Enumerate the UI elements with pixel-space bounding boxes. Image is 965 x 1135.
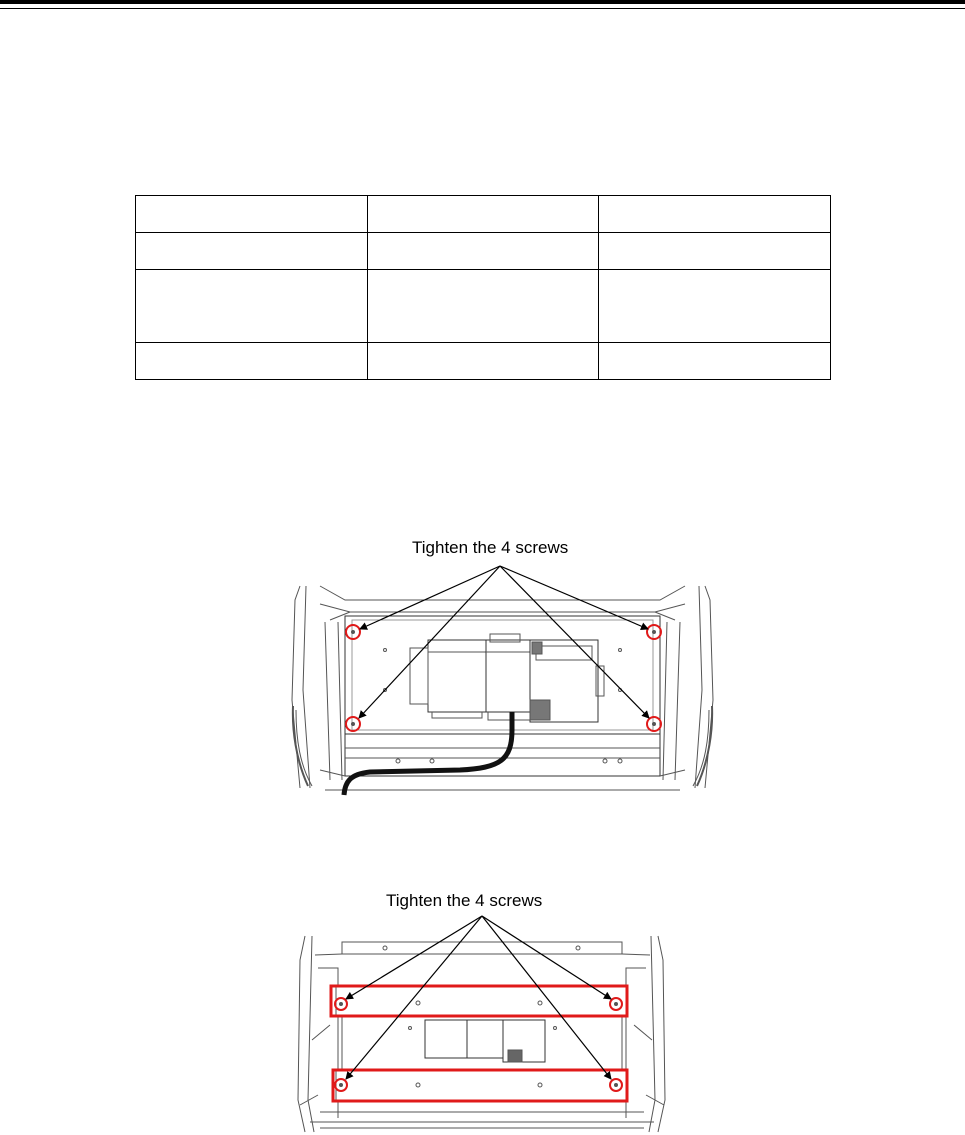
figure2-caption: Tighten the 4 screws [386, 891, 543, 910]
figure2-illustration [298, 936, 665, 1132]
figure1-caption: Tighten the 4 screws [412, 538, 569, 557]
figure2-crossbars [336, 987, 628, 1101]
figure1-cable [344, 712, 512, 795]
figure1-screw-markers [346, 625, 661, 731]
